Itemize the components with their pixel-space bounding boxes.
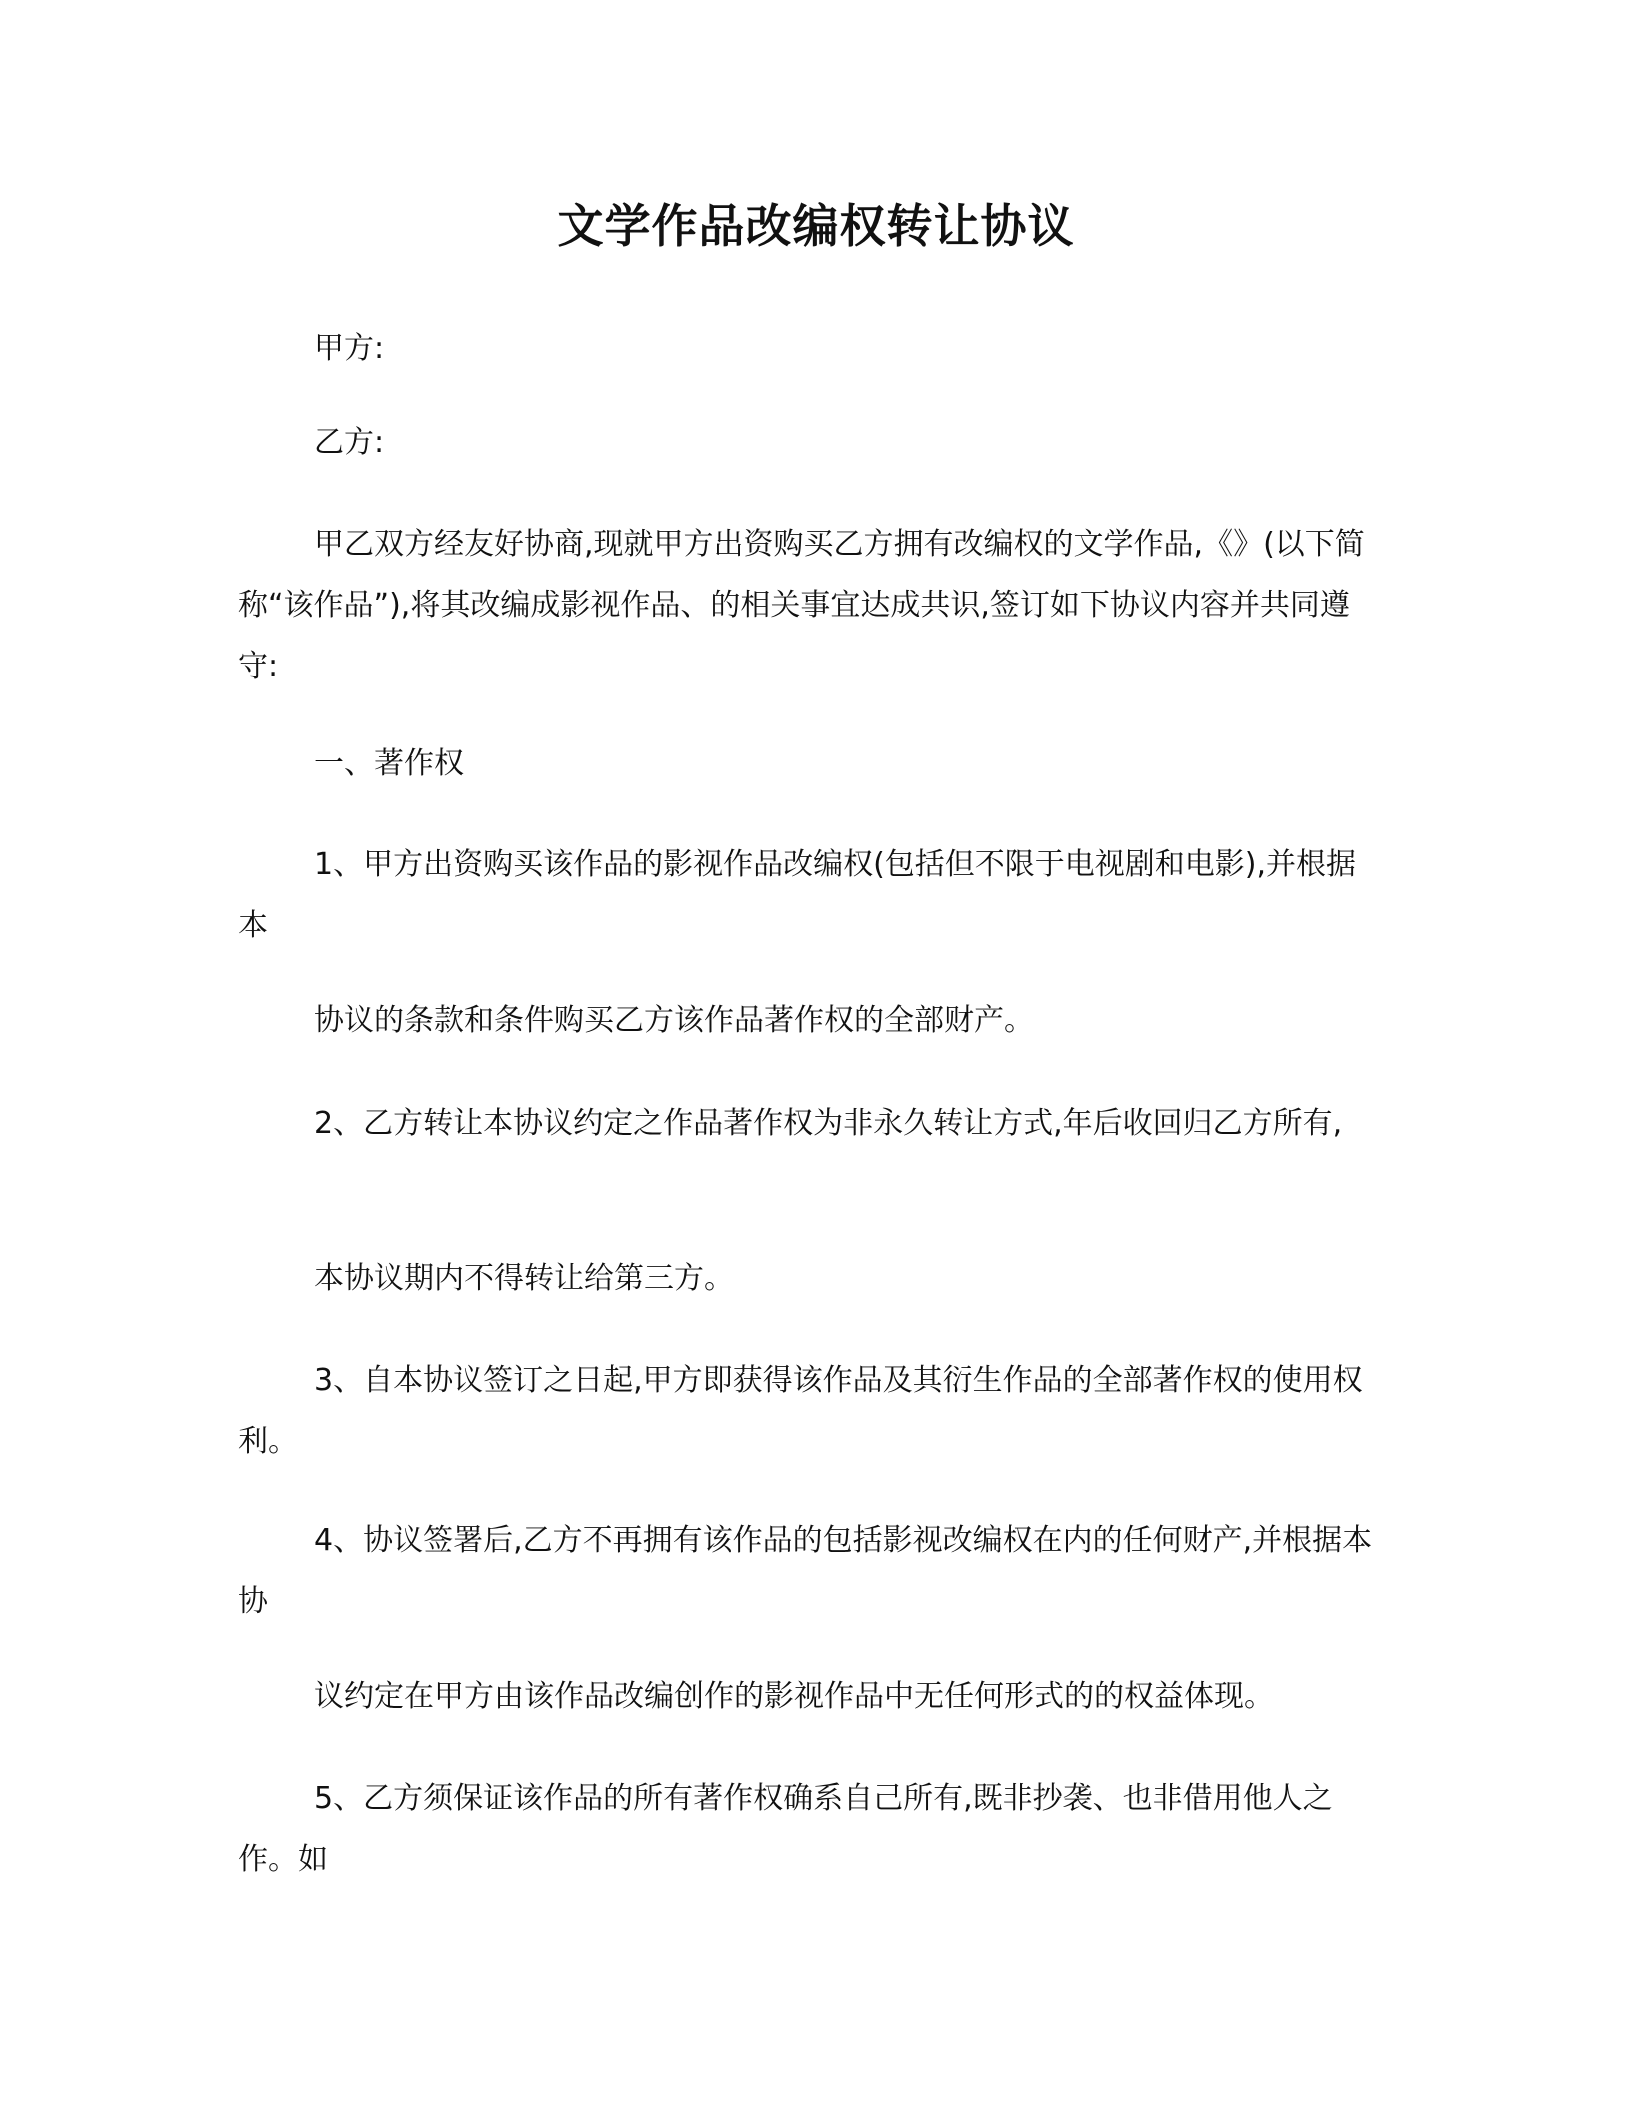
clause-4: 4、协议签署后,乙方不再拥有该作品的包括影视改编权在内的任何财产,并根据本协 [238, 1523, 1373, 1619]
clause-5: 5、乙方须保证该作品的所有著作权确系自己所有,既非抄袭、也非借用他人之作。如 [238, 1781, 1333, 1877]
clause-3: 3、自本协议签订之日起,甲方即获得该作品及其衍生作品的全部著作权的使用权利。 [238, 1363, 1363, 1459]
document-title: 文学作品改编权转让协议 [557, 199, 1075, 253]
clause-1: 1、甲方出资购买该作品的影视作品改编权(包括但不限于电视剧和电影),并根据本 [238, 847, 1357, 943]
clause-2: 2、乙方转让本协议约定之作品著作权为非永久转让方式,年后收回归乙方所有, [314, 1106, 1343, 1141]
clause-4-continued: 议约定在甲方由该作品改编创作的影视作品中无任何形式的的权益体现。 [314, 1679, 1274, 1714]
party-a-line: 甲方: [314, 331, 385, 366]
party-b-line: 乙方: [314, 425, 385, 460]
preamble-paragraph: 甲乙双方经友好协商,现就甲方出资购买乙方拥有改编权的文学作品,《》(以下简称“该作品”),将其改编成影视作品、的相关事宜达成共识,签订如下协议内容并共同遵守: [238, 527, 1365, 684]
section-heading-copyright: 一、著作权 [314, 746, 464, 781]
clause-1-continued: 协议的条款和条件购买乙方该作品著作权的全部财产。 [314, 1003, 1034, 1038]
clause-2-continued: 本协议期内不得转让给第三方。 [314, 1261, 734, 1296]
